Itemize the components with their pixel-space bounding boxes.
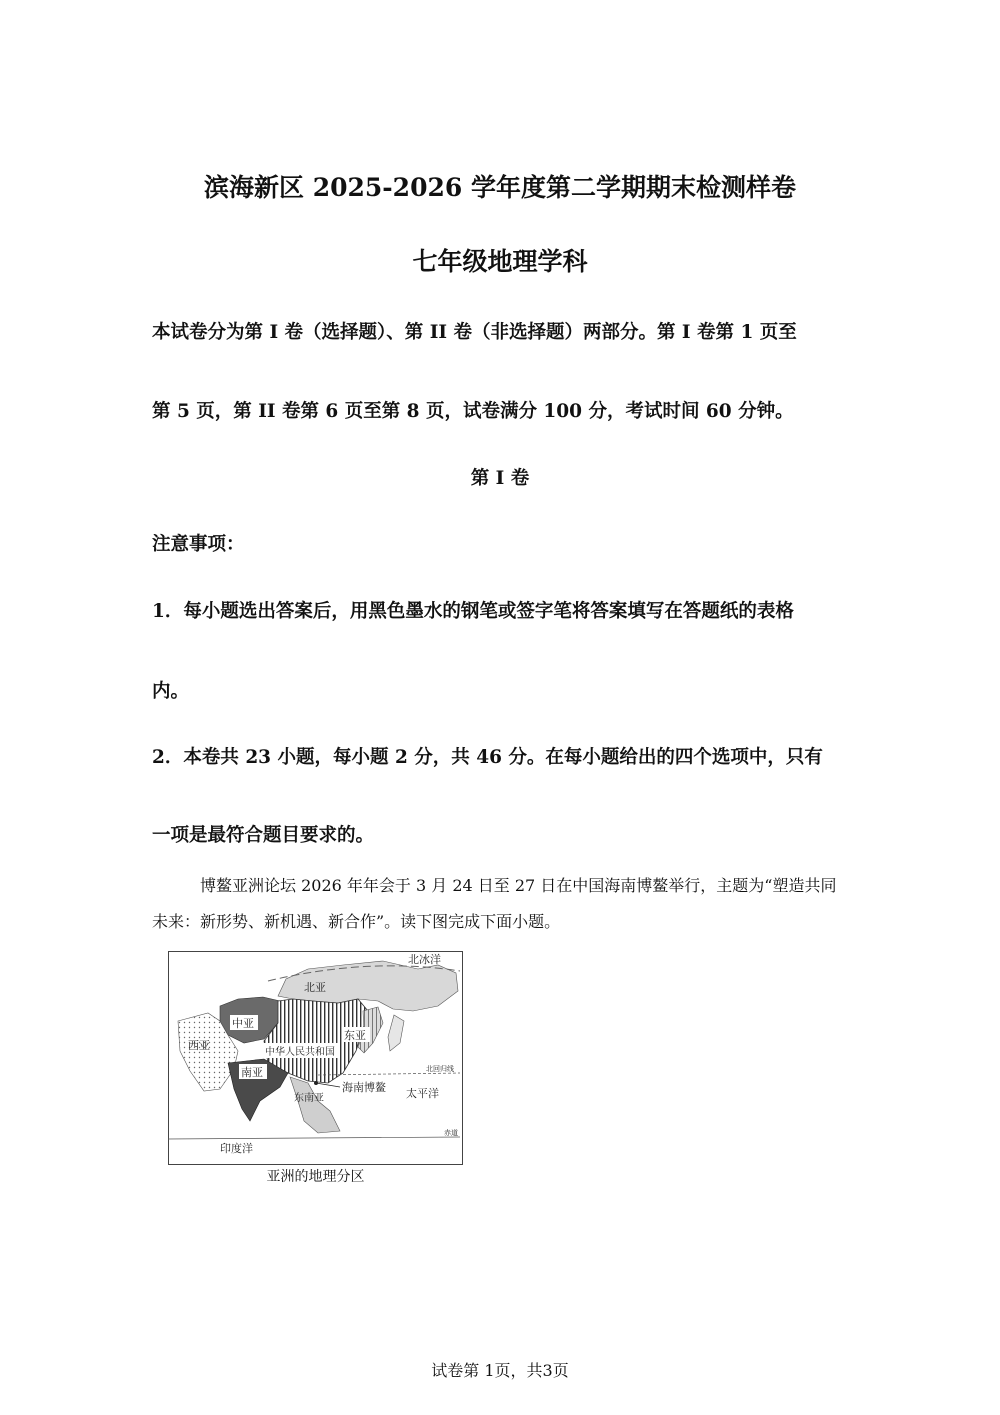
label-southeast-asia: 东南亚 (294, 1093, 324, 1104)
intro-line-2: 第 5 页，第 II 卷第 6 页至第 8 页，试卷满分 100 分，考试时间 60 分钟。 (152, 401, 794, 422)
section-title: 第 I 卷 (470, 468, 530, 489)
boao-marker (314, 1081, 318, 1085)
label-central-asia: 中亚 (232, 1017, 254, 1030)
label-pacific: 太平洋 (406, 1087, 439, 1100)
notice-2-line-1: 2．本卷共 23 小题，每小题 2 分，共 46 分。在每小题给出的四个选项中，只有 (152, 747, 823, 768)
label-indian-ocean: 印度洋 (220, 1142, 253, 1155)
map-caption: 亚洲的地理分区 (266, 1169, 365, 1185)
label-south-asia: 南亚 (241, 1066, 263, 1079)
asia-regions-map (168, 951, 463, 1165)
label-hainan-boao: 海南博鳌 (342, 1081, 386, 1094)
label-west-asia: 西亚 (188, 1039, 210, 1052)
label-arctic-ocean: 北冰洋 (408, 953, 441, 966)
asia-map-figure (168, 951, 463, 1165)
label-north-asia: 北亚 (304, 981, 326, 994)
question-stem: 博鳌亚洲论坛 2026 年年会于 3 月 24 日至 27 日在中国海南博鳌举行，主题为“塑造共同未来：新形势、新机遇、新合作”。读下图完成下面小题。 (152, 876, 837, 931)
label-east-asia: 东亚 (344, 1029, 366, 1042)
notice-1-line-2: 内。 (152, 681, 190, 702)
label-china: 中华人民共和国 (265, 1047, 335, 1058)
notice-2-line-2: 一项是最符合题目要求的。 (152, 825, 375, 846)
label-tropic: 北回归线 (426, 1065, 454, 1073)
notice-heading: 注意事项： (152, 534, 245, 555)
label-equator: 赤道 (444, 1129, 458, 1137)
exam-title: 滨海新区 2025-2026 学年度第二学期期末检测样卷 (204, 173, 796, 202)
page-footer: 试卷第 1页，共3页 (431, 1361, 569, 1380)
exam-subtitle: 七年级地理学科 (412, 247, 588, 276)
intro-line-1: 本试卷分为第 I 卷（选择题）、第 II 卷（非选择题）两部分。第 I 卷第 1 页至 (152, 322, 797, 343)
notice-1-line-1: 1．每小题选出答案后，用黑色墨水的钢笔或签字笔将答案填写在答题纸的表格 (152, 601, 794, 622)
